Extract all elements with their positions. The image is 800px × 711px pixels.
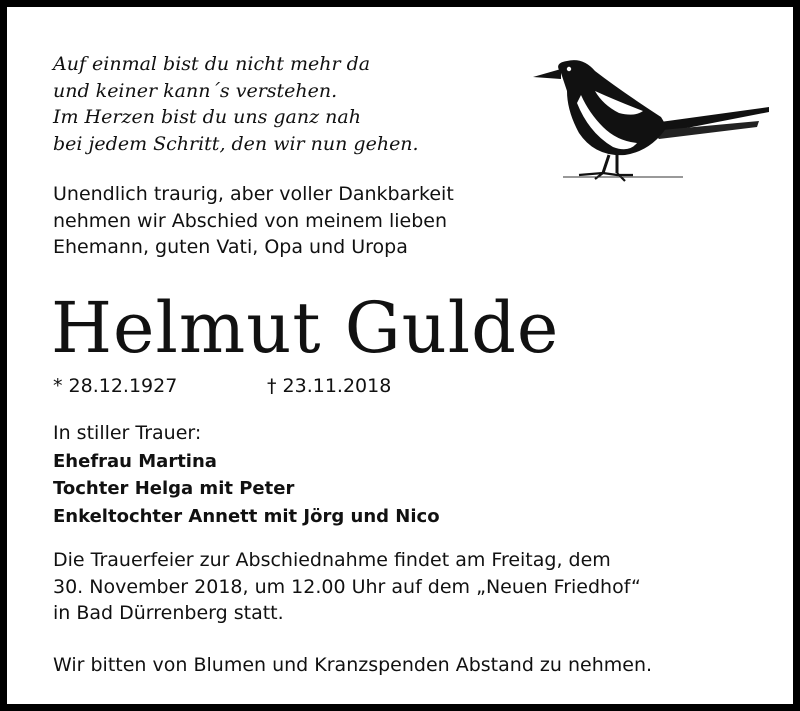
poem-line: Im Herzen bist du uns ganz nah bbox=[53, 106, 361, 128]
poem-line: bei jedem Schritt, den wir nun gehen. bbox=[53, 132, 419, 155]
mourner-name: Tochter Helga mit Peter bbox=[53, 478, 295, 499]
poem bbox=[53, 51, 419, 157]
intro-line: Ehemann, guten Vati, Opa und Uropa bbox=[53, 236, 408, 258]
deceased-name: Helmut Gulde bbox=[51, 287, 560, 369]
funeral-line: 30. November 2018, um 12.00 Uhr auf dem „Neuen Friedhof“ bbox=[53, 575, 641, 598]
mourners-heading: In stiller Trauer: bbox=[53, 422, 202, 444]
funeral-info bbox=[53, 547, 641, 627]
closing-request: Wir bitten von Blumen und Kranzspenden Abstand zu nehmen. bbox=[53, 654, 653, 676]
funeral-line: in Bad Dürrenberg statt. bbox=[53, 602, 284, 624]
mourner-name: Enkeltochter Annett mit Jörg und Nico bbox=[53, 505, 440, 527]
mourners-list bbox=[53, 420, 440, 530]
intro-line: Unendlich traurig, aber voller Dankbarkeit bbox=[53, 183, 454, 205]
intro-text bbox=[53, 181, 454, 261]
mourner-name: Ehefrau Martina bbox=[53, 450, 217, 472]
poem-line: und keiner kann´s verstehen. bbox=[53, 79, 338, 102]
death-date: † 23.11.2018 bbox=[267, 375, 392, 397]
funeral-line: Die Trauerfeier zur Abschiednahme findet am Freitag, dem bbox=[53, 549, 611, 571]
intro-line: nehmen wir Abschied von meinem lieben bbox=[53, 209, 447, 232]
poem-line: Auf einmal bist du nicht mehr da bbox=[53, 53, 371, 75]
magpie-bird-icon bbox=[533, 51, 773, 187]
birth-date: * 28.12.1927 bbox=[53, 375, 178, 397]
